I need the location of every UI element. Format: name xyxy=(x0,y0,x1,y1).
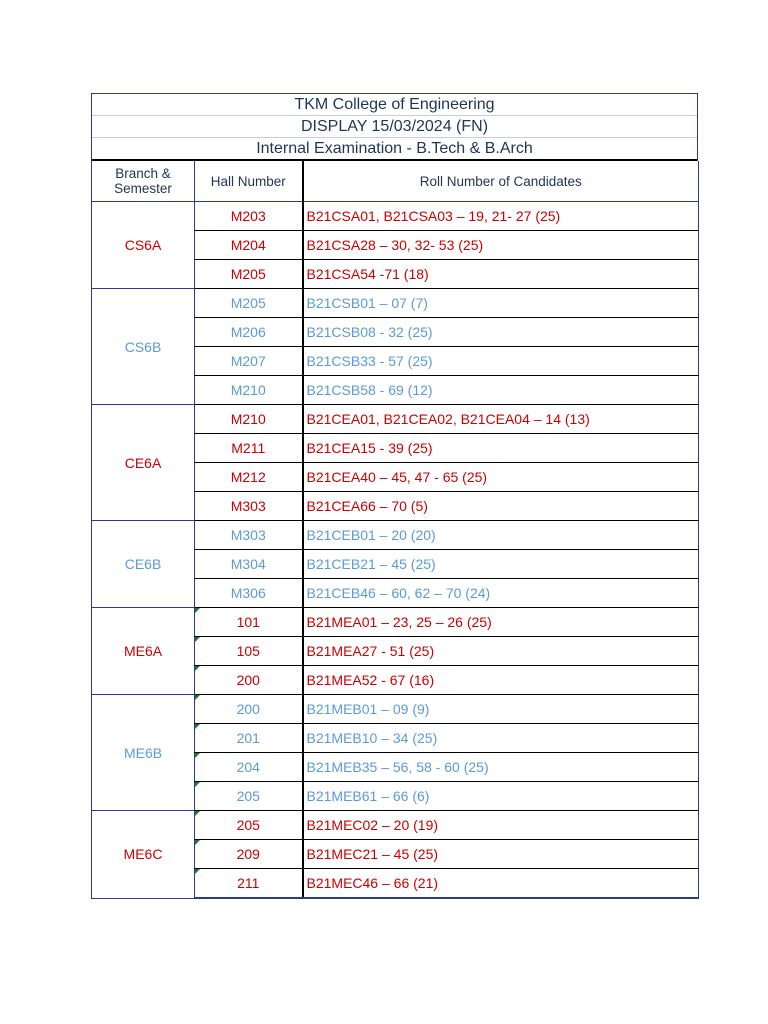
hall-number-cell: M204 xyxy=(195,231,303,260)
hall-number-cell: M212 xyxy=(195,463,303,492)
table-row xyxy=(92,202,699,231)
table-row xyxy=(92,405,699,434)
roll-number-header: Roll Number of Candidates xyxy=(303,161,699,202)
roll-number-cell: B21CSB08 - 32 (25) xyxy=(303,318,699,347)
roll-number-cell: B21MEA27 - 51 (25) xyxy=(303,637,699,666)
roll-number-cell: B21CEA01, B21CEA02, B21CEA04 – 14 (13) xyxy=(303,405,699,434)
hall-number-cell: 211 xyxy=(195,869,303,899)
hall-number-cell: M303 xyxy=(195,492,303,521)
hall-number-cell: 200 xyxy=(195,695,303,724)
roll-number-cell: B21MEC02 – 20 (19) xyxy=(303,811,699,840)
roll-number-cell: B21MEA52 - 67 (16) xyxy=(303,666,699,695)
branch-cell: ME6B xyxy=(92,695,195,811)
roll-number-cell: B21MEC21 – 45 (25) xyxy=(303,840,699,869)
display-date: DISPLAY 15/03/2024 (FN) xyxy=(92,116,697,138)
hall-number-cell: M203 xyxy=(195,202,303,231)
branch-cell: CE6A xyxy=(92,405,195,521)
roll-number-cell: B21CEA15 - 39 (25) xyxy=(303,434,699,463)
roll-number-cell: B21CEB46 – 60, 62 – 70 (24) xyxy=(303,579,699,608)
roll-number-cell: B21MEB35 – 56, 58 - 60 (25) xyxy=(303,753,699,782)
hall-number-cell: M211 xyxy=(195,434,303,463)
hall-number-cell: M304 xyxy=(195,550,303,579)
roll-number-cell: B21MEB01 – 09 (9) xyxy=(303,695,699,724)
roll-number-cell: B21MEA01 – 23, 25 – 26 (25) xyxy=(303,608,699,637)
roll-number-cell: B21CEA66 – 70 (5) xyxy=(303,492,699,521)
hall-number-cell: M210 xyxy=(195,376,303,405)
branch-semester-header: Branch & Semester xyxy=(92,161,195,202)
roll-number-cell: B21CEB01 – 20 (20) xyxy=(303,521,699,550)
roll-number-cell: B21CSA54 -71 (18) xyxy=(303,260,699,289)
roll-number-cell: B21MEB10 – 34 (25) xyxy=(303,724,699,753)
table-body xyxy=(92,202,699,899)
roll-number-cell: B21CSA01, B21CSA03 – 19, 21- 27 (25) xyxy=(303,202,699,231)
hall-number-cell: 200 xyxy=(195,666,303,695)
hall-number-header: Hall Number xyxy=(195,161,303,202)
hall-number-cell: M205 xyxy=(195,289,303,318)
seating-sheet xyxy=(91,93,698,899)
roll-number-cell: B21CSB58 - 69 (12) xyxy=(303,376,699,405)
roll-number-cell: B21MEB61 – 66 (6) xyxy=(303,782,699,811)
table-row xyxy=(92,521,699,550)
branch-cell: CS6B xyxy=(92,289,195,405)
hall-number-cell: 204 xyxy=(195,753,303,782)
table-row xyxy=(92,811,699,840)
hall-number-cell: M210 xyxy=(195,405,303,434)
table-row xyxy=(92,289,699,318)
hall-number-cell: 101 xyxy=(195,608,303,637)
roll-number-cell: B21CSB33 - 57 (25) xyxy=(303,347,699,376)
hall-number-cell: M306 xyxy=(195,579,303,608)
hall-number-cell: 105 xyxy=(195,637,303,666)
roll-number-cell: B21MEC46 – 66 (21) xyxy=(303,869,699,899)
hall-number-cell: 201 xyxy=(195,724,303,753)
header-row xyxy=(92,161,699,202)
seating-table xyxy=(91,161,699,899)
exam-title: Internal Examination - B.Tech & B.Arch xyxy=(92,138,697,161)
hall-number-cell: 209 xyxy=(195,840,303,869)
title-block xyxy=(91,93,698,161)
roll-number-cell: B21CEA40 – 45, 47 - 65 (25) xyxy=(303,463,699,492)
hall-number-cell: M206 xyxy=(195,318,303,347)
roll-number-cell: B21CSB01 – 07 (7) xyxy=(303,289,699,318)
hall-number-cell: M207 xyxy=(195,347,303,376)
hall-number-cell: 205 xyxy=(195,782,303,811)
table-row xyxy=(92,608,699,637)
college-name: TKM College of Engineering xyxy=(92,94,697,116)
branch-cell: ME6C xyxy=(92,811,195,899)
hall-number-cell: M205 xyxy=(195,260,303,289)
branch-cell: ME6A xyxy=(92,608,195,695)
branch-cell: CE6B xyxy=(92,521,195,608)
hall-number-cell: 205 xyxy=(195,811,303,840)
hall-number-cell: M303 xyxy=(195,521,303,550)
table-row xyxy=(92,695,699,724)
branch-cell: CS6A xyxy=(92,202,195,289)
roll-number-cell: B21CSA28 – 30, 32- 53 (25) xyxy=(303,231,699,260)
roll-number-cell: B21CEB21 – 45 (25) xyxy=(303,550,699,579)
